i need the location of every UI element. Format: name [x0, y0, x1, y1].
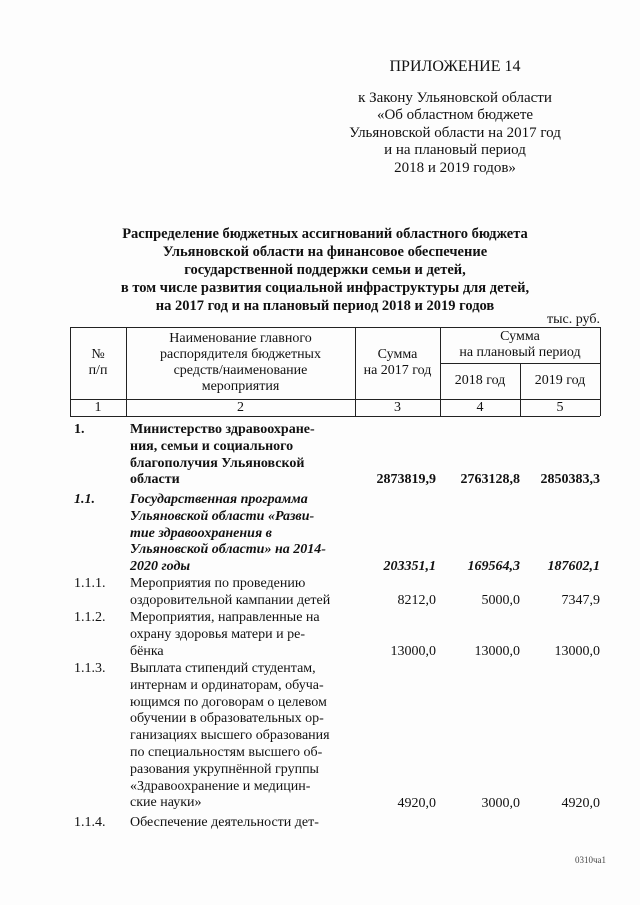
row-name: Мероприятия по проведению оздоровительной кампании детей: [130, 576, 331, 608]
row-number: 1.: [74, 422, 85, 437]
value-2019: 187602,1: [547, 559, 600, 574]
document-title: [95, 225, 555, 315]
value-2019: 13000,0: [554, 644, 600, 659]
value-2018: 13000,0: [474, 644, 520, 659]
value-2018: 169564,3: [467, 559, 520, 574]
row-name: Выплата стипендий студентам, интернам и ординаторам, обуча- ющимся по договорам о целевом обучении в образовательных ор- ганизациях высшего образования по специальностям высшего об- разования укрупнённой группы «Здравоохранение и медицин- ские науки»: [130, 661, 330, 811]
value-2017: 13000,0: [390, 644, 436, 659]
appendix-line: и на плановый период: [384, 142, 526, 158]
page-code: 0310ча1: [575, 855, 607, 865]
column-number: 4: [476, 400, 484, 415]
appendix-line: к Закону Ульяновской области: [358, 89, 552, 106]
row-number: 1.1.1.: [74, 576, 106, 591]
grid-line: [70, 416, 600, 417]
header-2018: 2018 год: [454, 373, 506, 388]
units-label: тыс. руб.: [547, 312, 600, 327]
value-2017: 8212,0: [397, 593, 436, 608]
appendix-line: «Об областном бюджете: [376, 107, 534, 123]
row-name: Мероприятия, направленные на охрану здоровья матери и ре- бёнка: [130, 610, 320, 659]
column-number: 3: [394, 400, 401, 415]
row-number: 1.1.3.: [74, 661, 106, 676]
title-line: в том числе развития социальной инфраструктуры для детей,: [120, 280, 530, 296]
appendix-title: ПРИЛОЖЕНИЕ 14: [389, 58, 521, 75]
title-line: на 2017 год и на плановый период 2018 и 2019 годов: [155, 298, 495, 314]
row-name: Обеспечение деятельности дет-: [130, 815, 319, 830]
row-number: 1.1.: [74, 492, 95, 507]
value-2019: 2850383,3: [540, 472, 600, 487]
value-2017: 2873819,9: [376, 472, 436, 487]
header-planned-period: Сумма на плановый период: [459, 329, 581, 360]
title-line: Распределение бюджетных ассигнований областного бюджета: [122, 226, 528, 242]
appendix-line: 2018 и 2019 годов»: [394, 159, 516, 176]
grid-line: [600, 327, 601, 416]
column-number: 5: [556, 400, 564, 415]
header-num: № п/п: [88, 347, 108, 378]
value-2018: 3000,0: [481, 796, 520, 811]
appendix-block: [330, 58, 580, 177]
value-2019: 7347,9: [561, 593, 600, 608]
value-2019: 4920,0: [561, 796, 600, 811]
row-number: 1.1.4.: [74, 815, 106, 830]
header-name: Наименование главного распорядителя бюджетных средств/наименование мероприятия: [160, 331, 321, 394]
value-2018: 5000,0: [481, 593, 520, 608]
appendix-line: Ульяновской области на 2017 год: [349, 124, 561, 141]
column-number: 2: [237, 400, 244, 415]
title-line: государственной поддержки семьи и детей,: [184, 262, 466, 278]
column-number: 1: [94, 400, 102, 415]
row-number: 1.1.2.: [74, 610, 106, 625]
value-2017: 4920,0: [397, 796, 436, 811]
value-2018: 2763128,8: [460, 472, 520, 487]
value-2017: 203351,1: [383, 559, 436, 574]
row-name: Министерство здравоохране- ния, семьи и социального благополучия Ульяновской области: [130, 422, 315, 488]
header-sum-2017: Сумма на 2017 год: [363, 347, 432, 378]
header-2019: 2019 год: [534, 373, 586, 388]
row-name: Государственная программа Ульяновской области «Разви- тие здравоохранения в Ульяновской области» на 2014- 2020 годы: [130, 492, 326, 575]
title-line: Ульяновской области на финансовое обеспечение: [162, 244, 488, 260]
